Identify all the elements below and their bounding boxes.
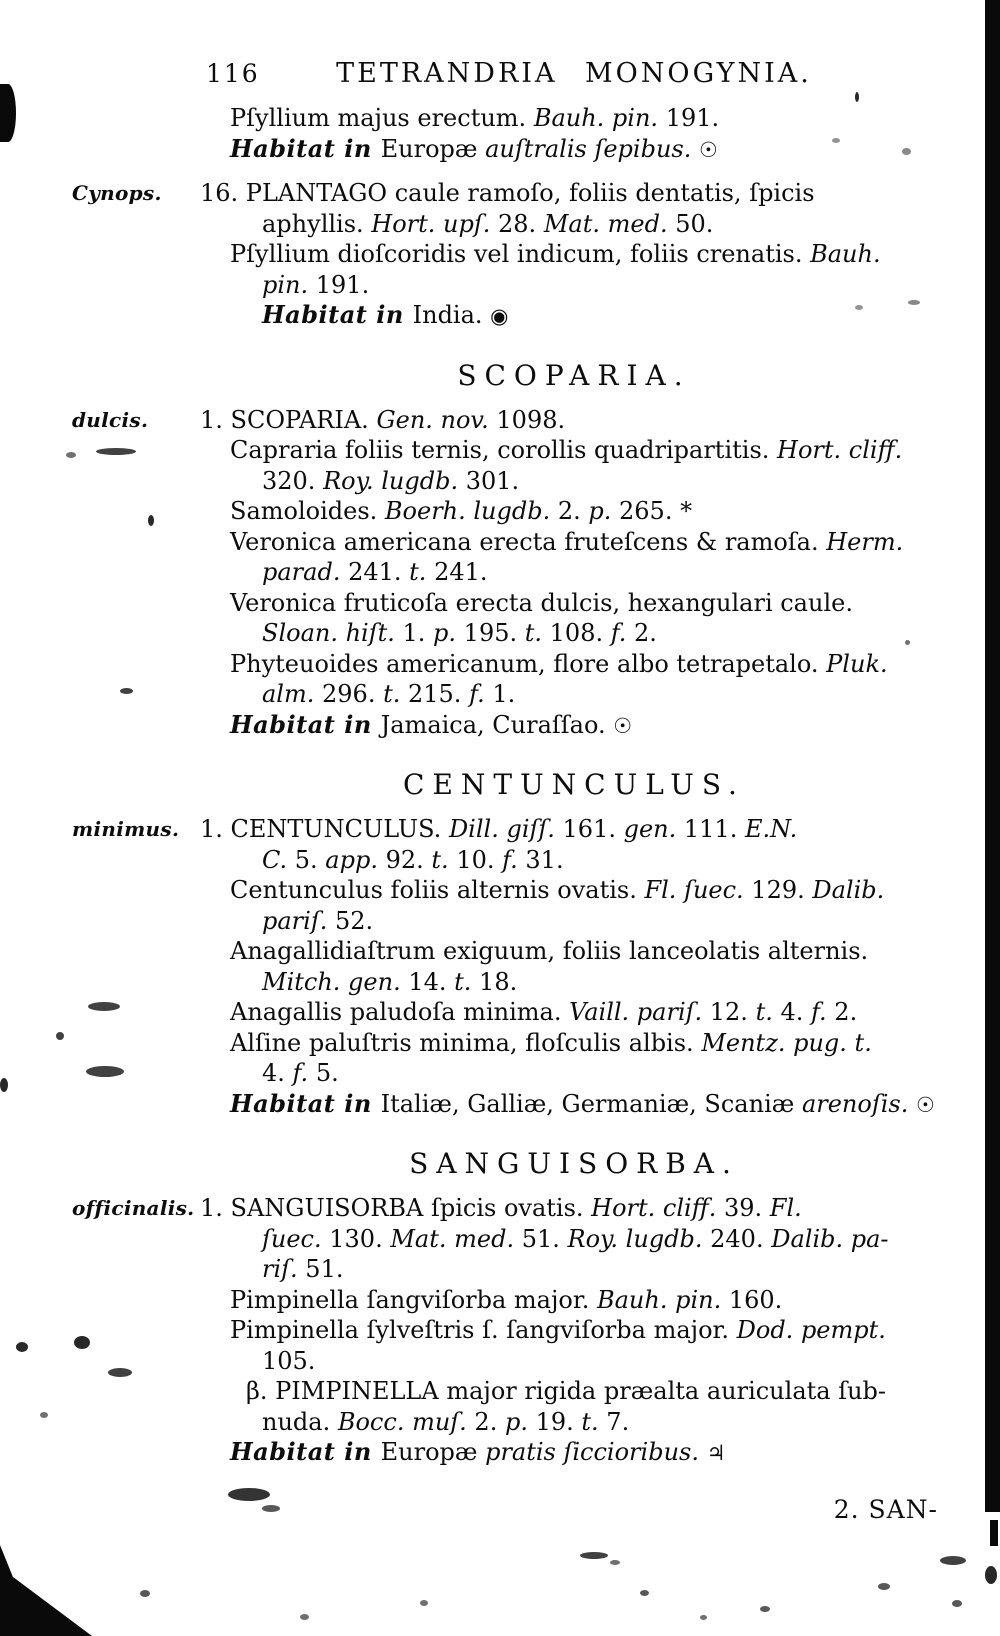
text-line — [262, 466, 948, 497]
ink-speck — [16, 1342, 28, 1352]
text-segment: Mitch. gen. — [262, 967, 401, 996]
text-line — [230, 875, 948, 906]
catchword: 2. SAN- — [833, 1494, 938, 1524]
text-segment: ſuec. — [262, 1224, 322, 1253]
ink-speck — [300, 1614, 309, 1620]
text-segment: riſ. — [262, 1255, 298, 1283]
running-title: TETRANDRIA MONOGYNIA. — [336, 58, 812, 89]
text-segment: 4. — [772, 998, 812, 1026]
ink-speck — [420, 1600, 428, 1606]
ink-speck — [902, 148, 911, 155]
text-segment: E.N. — [744, 815, 798, 843]
text-line — [230, 1028, 948, 1059]
scan-edge-mark — [990, 1520, 998, 1546]
text-line — [230, 997, 948, 1028]
ink-speck — [74, 1336, 90, 1349]
ink-speck — [878, 1583, 890, 1590]
text-segment: t. — [383, 680, 401, 708]
text-line — [262, 557, 948, 588]
text-segment: Alſine paluſtris minima, floſculis albis. — [230, 1028, 702, 1057]
scan-edge-bar — [985, 0, 1000, 1512]
text-line — [262, 1407, 948, 1438]
margin-note: officinalis. — [72, 1196, 195, 1220]
text-line — [230, 1285, 948, 1316]
text-segment: Europæ — [380, 134, 486, 163]
text-column — [72, 0, 948, 1524]
text-segment: f. — [292, 1059, 309, 1087]
text-segment: 5. — [308, 1059, 339, 1087]
duration-symbol-icon: ☉ — [613, 713, 633, 738]
text-segment: Mat. med. — [543, 209, 668, 238]
text-line — [262, 618, 948, 649]
margin-note: Cynops. — [72, 181, 162, 205]
text-line — [262, 1058, 948, 1089]
text-line — [230, 496, 948, 527]
text-segment: Centunculus foliis alternis ovatis. — [230, 876, 645, 904]
text-segment: 2. — [466, 1407, 505, 1436]
text-segment: 191. — [658, 104, 720, 132]
text-segment: Veronica fruticoſa erecta dulcis, hexangulari caule. — [230, 588, 853, 617]
text-segment: Bauh. — [810, 240, 881, 268]
text-segment: Habitat in — [230, 709, 381, 739]
text-segment: alm. — [262, 680, 315, 708]
text-line — [262, 209, 948, 240]
text-segment: Sloan. hiſt. — [262, 619, 395, 647]
text-segment: Anagallidiaſtrum exiguum, foliis lanceolatis alternis. — [230, 937, 869, 965]
text-segment: f. — [502, 845, 518, 874]
ink-speck — [66, 452, 76, 458]
ink-speck — [88, 1002, 120, 1011]
text-line — [200, 405, 948, 436]
text-segment: t. — [581, 1407, 599, 1436]
text-line — [246, 1376, 948, 1407]
text-segment: 160. — [721, 1285, 783, 1314]
text-line — [262, 845, 948, 876]
text-segment: Bauh. pin. — [533, 104, 659, 132]
text-segment: 1. — [394, 619, 434, 647]
text-segment: Veronica americana erecta fruteſcens & ramoſa. — [230, 527, 827, 556]
text-segment: t. — [431, 845, 449, 874]
binding-ink-blob — [0, 84, 16, 142]
text-segment: 195. — [456, 619, 525, 647]
text-line — [262, 1254, 948, 1285]
duration-symbol-icon: ♃ — [706, 1441, 726, 1465]
text-segment: 240. — [702, 1224, 772, 1253]
text-segment — [699, 1438, 707, 1466]
text-segment: app. — [325, 845, 378, 874]
text-segment: Roy. lugdb. — [567, 1224, 703, 1253]
ink-speck — [855, 305, 863, 310]
text-line — [230, 435, 948, 466]
text-segment: 130. — [321, 1224, 391, 1253]
text-segment: 129. — [743, 876, 813, 904]
duration-symbol-icon: ☉ — [698, 137, 718, 162]
body-text — [72, 103, 948, 1469]
text-line — [230, 936, 948, 967]
text-segment: p. — [588, 497, 612, 525]
ink-speck — [760, 1606, 770, 1612]
text-segment: 108. — [542, 619, 611, 647]
ink-speck — [580, 1552, 608, 1559]
text-segment: Boerh. lugdb. — [384, 497, 551, 525]
ink-speck — [905, 640, 910, 645]
text-line — [230, 588, 948, 619]
text-line — [262, 270, 948, 301]
ink-speck — [120, 688, 133, 694]
text-segment: 14. — [400, 967, 455, 996]
text-segment: 39. — [716, 1194, 770, 1222]
ink-speck — [108, 1368, 132, 1377]
duration-symbol-icon: ☉ — [915, 1092, 935, 1117]
text-segment: 18. — [471, 967, 518, 996]
margin-note: minimus. — [72, 817, 180, 841]
species-entry — [72, 1193, 948, 1469]
text-segment: 92. — [377, 845, 432, 874]
text-segment: pratis ſiccioribus. — [485, 1438, 699, 1466]
text-segment — [908, 1090, 916, 1118]
ink-speck — [228, 1488, 270, 1501]
text-segment: Dalib. pa- — [771, 1224, 889, 1253]
text-segment: 7. — [598, 1407, 630, 1436]
text-segment: 10. — [448, 845, 503, 874]
text-segment: 1098. — [488, 405, 566, 434]
text-line — [262, 967, 948, 998]
text-segment: 320. — [262, 466, 324, 495]
page-number: 116 — [206, 59, 260, 88]
ink-speck — [908, 300, 920, 305]
text-segment: t. — [409, 558, 427, 586]
text-segment: p. — [433, 619, 457, 647]
text-segment: Habitat in — [230, 133, 381, 163]
text-line — [262, 1346, 948, 1377]
ink-speck — [56, 1032, 64, 1040]
text-segment: Roy. lugdb. — [323, 466, 459, 495]
ink-speck — [952, 1600, 962, 1607]
text-segment: Mentz. pug. — [701, 1028, 847, 1057]
ink-speck — [140, 1590, 150, 1597]
ink-speck — [855, 92, 859, 102]
text-segment: Bocc. muſ. — [337, 1407, 467, 1436]
text-line — [230, 710, 948, 742]
text-segment: 4. — [262, 1059, 293, 1087]
text-segment: 50. — [667, 209, 714, 238]
text-segment: t. — [454, 967, 472, 996]
text-segment: Dalib. — [812, 876, 885, 904]
duration-symbol-icon: ◉ — [490, 304, 509, 328]
paragraph — [200, 103, 948, 165]
text-segment: Anagallis paludoſa minima. — [230, 998, 570, 1026]
text-segment: Pimpinella ſangviſorba major. — [230, 1285, 597, 1314]
text-segment: 296. — [314, 680, 384, 708]
text-line — [230, 103, 948, 134]
text-segment: India. — [412, 301, 491, 329]
text-segment: 31. — [517, 845, 564, 874]
text-segment: Fl. ſuec. — [644, 876, 744, 904]
text-segment: aphyllis. — [262, 209, 372, 238]
text-line — [262, 300, 948, 332]
text-segment: Hort. cliff. — [591, 1194, 717, 1222]
text-segment: Capraria foliis ternis, corollis quadripartitis. — [230, 436, 778, 464]
text-line — [200, 1193, 948, 1224]
section-heading: SANGUISORBA. — [409, 1147, 739, 1180]
ink-speck — [40, 1412, 48, 1418]
text-segment: 28. — [490, 209, 544, 238]
text-segment: Bauh. pin. — [596, 1285, 722, 1314]
ink-speck — [700, 1615, 707, 1620]
text-line — [230, 1437, 948, 1469]
text-segment: arenoſis. — [801, 1089, 909, 1118]
text-segment: 16. PLANTAGO caule ramoſo, foliis dentatis, ſpicis — [200, 179, 815, 207]
species-entry — [72, 178, 948, 332]
text-segment: 161. — [554, 815, 624, 843]
text-line — [230, 239, 948, 270]
text-segment — [691, 135, 699, 163]
text-segment: Pſyllium majus erectum. — [230, 104, 534, 132]
text-segment: 105. — [262, 1346, 316, 1375]
ink-speck — [832, 138, 840, 143]
text-segment: Mat. med. — [390, 1224, 515, 1253]
text-line — [230, 1089, 948, 1121]
text-segment: nuda. — [262, 1407, 338, 1436]
text-line — [262, 679, 948, 710]
ink-speck — [262, 1505, 280, 1512]
text-segment: Fl. — [769, 1194, 802, 1222]
text-segment: 51. — [514, 1224, 568, 1253]
ink-speck — [148, 515, 154, 526]
ink-speck — [610, 1560, 620, 1565]
text-segment: 2. — [550, 497, 589, 525]
text-segment — [847, 1029, 855, 1057]
text-segment: 5. — [287, 845, 326, 874]
text-segment: Pimpinella ſylveſtris ſ. ſangviſorba major. — [230, 1316, 737, 1344]
ink-speck — [96, 448, 136, 455]
text-segment: f. — [610, 619, 627, 647]
ink-speck — [86, 1066, 124, 1077]
text-segment: 1. SCOPARIA. — [200, 405, 377, 434]
text-segment: 301. — [458, 466, 520, 495]
ink-speck — [640, 1590, 649, 1596]
text-segment: 52. — [327, 906, 374, 935]
text-segment: parad. — [262, 558, 341, 586]
text-segment: Jamaica, Curaſſao. — [380, 710, 614, 739]
text-segment: pin. — [262, 270, 309, 299]
text-line — [230, 527, 948, 558]
text-segment: Hort. upſ. — [371, 209, 491, 238]
text-segment: 265. * — [611, 497, 693, 525]
text-segment: Pſyllium dioſcoridis vel indicum, foliis crenatis. — [230, 240, 811, 268]
ink-speck — [0, 1078, 8, 1092]
section-heading: SCOPARIA. — [457, 358, 691, 392]
text-segment: Italiæ, Galliæ, Germaniæ, Scaniæ — [380, 1089, 802, 1118]
text-segment: f. — [811, 998, 827, 1026]
text-segment: t. — [524, 619, 543, 647]
text-segment: t. — [755, 998, 773, 1026]
text-segment: Hort. cliff. — [777, 436, 903, 464]
text-segment: Dill. giſſ. — [448, 815, 555, 843]
text-segment: 1. SANGUISORBA ſpicis ovatis. — [200, 1194, 592, 1222]
text-segment: 191. — [308, 270, 370, 299]
species-entry — [72, 405, 948, 742]
text-segment: Samoloides. — [230, 497, 385, 525]
text-segment: Habitat in — [262, 300, 413, 329]
text-segment: Gen. nov. — [376, 405, 489, 434]
text-segment: Europæ — [380, 1438, 486, 1466]
text-segment: Pluk. — [826, 649, 888, 678]
text-line — [262, 906, 948, 937]
text-segment: 51. — [297, 1255, 344, 1283]
text-segment: β. PIMPINELLA major rigida præalta auriculata ſub- — [246, 1377, 887, 1405]
text-segment: 1. — [484, 680, 516, 708]
running-header — [200, 58, 948, 89]
text-segment: Habitat in — [230, 1437, 381, 1466]
text-segment: Dod. pempt. — [736, 1316, 886, 1344]
text-line — [230, 649, 948, 680]
text-segment: 241. — [426, 558, 488, 586]
text-segment: p. — [504, 1407, 528, 1436]
text-segment: f. — [469, 680, 485, 708]
text-segment: t. — [854, 1028, 872, 1057]
text-segment: gen. — [623, 815, 677, 843]
text-segment: 2. — [626, 619, 657, 647]
text-line — [200, 178, 948, 209]
text-segment: 1. CENTUNCULUS. — [200, 815, 449, 843]
text-segment: Herm. — [826, 527, 904, 556]
text-segment: auſtralis ſepibus. — [485, 134, 692, 163]
text-line — [230, 1315, 948, 1346]
text-segment: 19. — [527, 1407, 582, 1436]
text-segment: 241. — [340, 558, 410, 586]
ink-speck — [940, 1556, 966, 1565]
text-line — [200, 814, 948, 845]
text-line — [262, 1224, 948, 1255]
ink-speck — [985, 1566, 997, 1584]
binding-shadow-wedge — [0, 1545, 92, 1636]
section-heading: CENTUNCULUS. — [403, 768, 745, 801]
text-line — [230, 134, 948, 166]
text-segment: 12. — [702, 998, 756, 1026]
species-entry — [72, 814, 948, 1120]
margin-note: dulcis. — [72, 407, 149, 432]
text-segment: 111. — [676, 815, 745, 843]
text-segment: Vaill. pariſ. — [569, 998, 703, 1026]
text-segment: Habitat in — [230, 1088, 381, 1118]
text-segment: 2. — [826, 998, 858, 1026]
text-segment: pariſ. — [262, 906, 328, 935]
text-segment: 215. — [400, 680, 470, 708]
text-segment: C. — [262, 845, 288, 874]
text-segment: Phyteuoides americanum, flore albo tetrapetalo. — [230, 649, 827, 678]
